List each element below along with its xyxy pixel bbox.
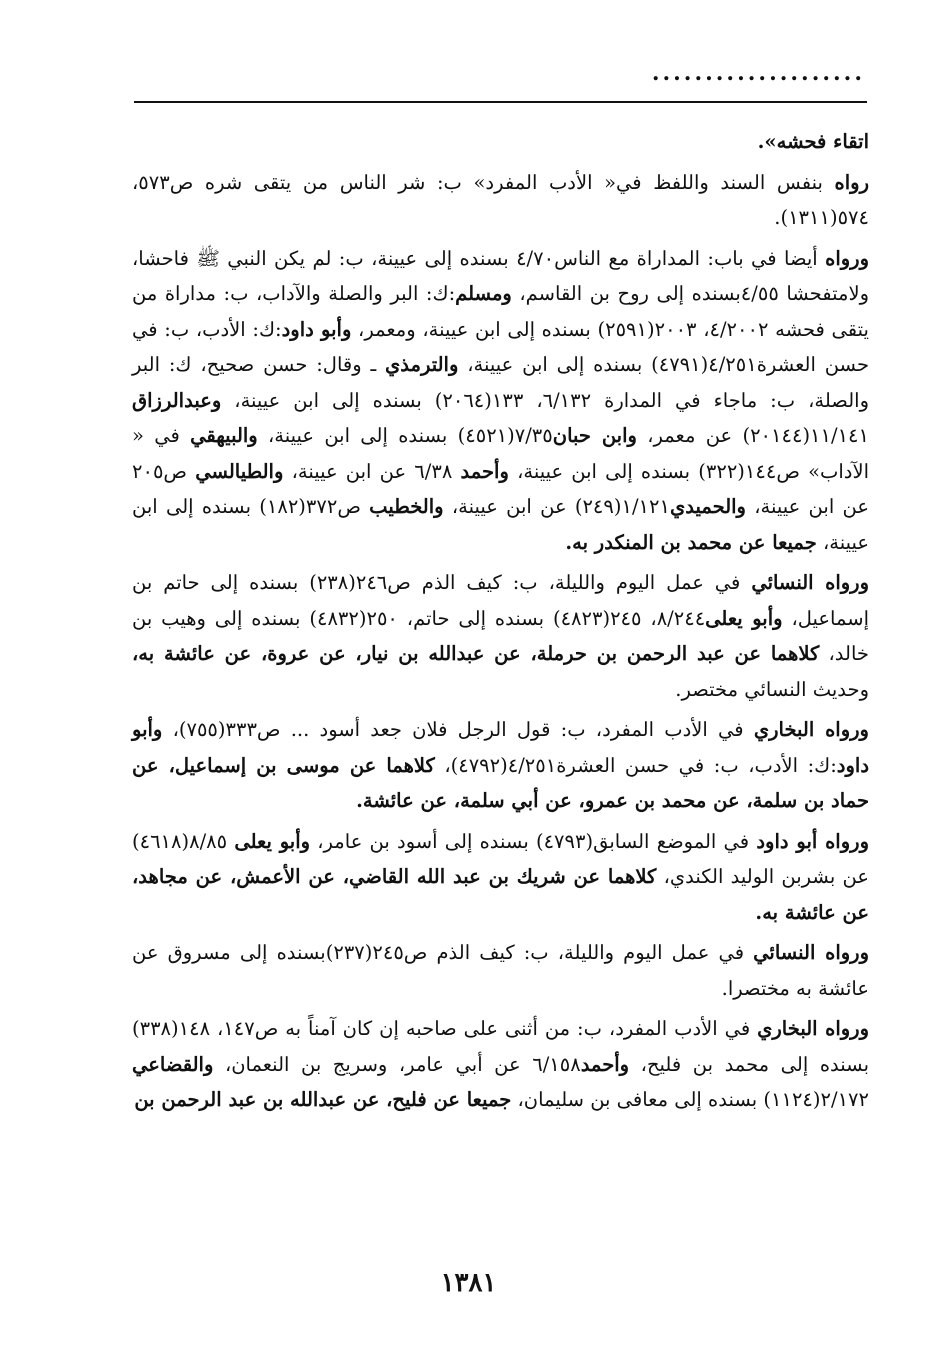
bold-text-segment: والترمذي	[385, 353, 459, 376]
text-segment: في عمل اليوم والليلة، ب: كيف الذم ص٢٤٥(٢٣٧)بسنده إلى مسروق عن عائشة به مختصرا.	[132, 941, 869, 1000]
page-number: ١٣٨١	[440, 1268, 497, 1298]
text-segment: :ك: الأدب، ب: في حسن العشرة٤/٢٥١(٤٧٩١) بسنده إلى ابن عيينة،	[132, 317, 869, 376]
paragraph	[132, 241, 869, 561]
bold-text-segment: كلاهما عن شريك بن عبد الله القاضي، عن الأعمش، عن مجاهد، عن عائشة به.	[132, 865, 869, 924]
bold-text-segment: والبيهقي	[190, 424, 258, 447]
paragraph	[132, 935, 869, 1006]
text-segment: ٦/٣٨ عن ابن عيينة،	[283, 459, 461, 483]
bold-text-segment: ومسلم	[455, 282, 512, 305]
bold-text-segment: والخطيب	[369, 495, 444, 518]
text-segment: ١/١٢١(٢٤٩) عن ابن عيينة،	[443, 495, 670, 518]
bold-text-segment: وأبو يعلى	[234, 829, 311, 853]
bold-text-segment: جميعا عن محمد بن المنكدر به.	[565, 530, 817, 554]
bold-text-segment: والقضاعي	[132, 1052, 214, 1076]
paragraph	[132, 1011, 869, 1118]
paragraph	[132, 712, 869, 819]
bold-text-segment: اتقاء فحشه».	[757, 130, 869, 153]
text-segment: بنفس السند واللفظ في« الأدب المفرد» ب: شر الناس من يتقى شره ص٥٧٣، ٥٧٤(١٣١١).	[132, 170, 869, 229]
bold-text-segment: ورواه البخاري	[757, 1017, 869, 1040]
paragraph	[132, 565, 869, 707]
text-segment: ص٣٧٢(١٨٢) بسنده إلى ابن عيينة،	[132, 495, 869, 554]
bold-text-segment: وأحمد	[460, 459, 509, 483]
bold-text-segment: وعبدالرزاق	[132, 388, 222, 412]
bold-text-segment: ورواه أبو داود	[756, 829, 869, 853]
bold-text-segment: وأحمد	[580, 1052, 630, 1076]
bold-text-segment: وأبو داود	[132, 718, 869, 777]
text-segment: :ك: البر والصلة والآداب، ب: مداراة من يتقى فحشه ٤/٢٠٠٢، ٢٠٠٣(٢٥٩١) بسنده إلى ابن عيينة، ومعمر،	[132, 282, 869, 341]
header-dotted-line: ....................	[651, 60, 865, 86]
bold-text-segment: ورواه النسائي	[751, 571, 869, 594]
text-segment: ٨/٨٥(٤٦١٨) عن بشربن الوليد الكندي،	[132, 829, 869, 888]
text-segment: ٨/٢٤٤، ٢٤٥(٤٨٢٣) بسنده إلى حاتم، ٢٥٠(٤٨٣٢) بسنده إلى وهيب بن خالد،	[132, 606, 869, 665]
footnote-text	[132, 124, 869, 1123]
text-segment: ٦/١٥٨ عن أبي عامر، وسريج بن النعمان،	[213, 1052, 581, 1076]
bold-text-segment: ورواه البخاري	[753, 718, 869, 741]
text-segment: ص٢٠٥ عن ابن عيينة،	[132, 459, 869, 518]
bold-text-segment: كلاهما عن عبد الرحمن بن حرملة، عن عبدالله بن نيار، عن عروة، عن عائشة به،	[132, 642, 820, 665]
text-segment: ٧/٣٥(٤٥٢١) بسنده إلى ابن عيينة،	[257, 424, 553, 447]
text-segment: ـ وقال: حسن صحيح، ك: البر والصلة، ب: ماجاء في المدارة ٦/١٣٢، ١٣٣(٢٠٦٤) بسنده إلى ابن عيينة،	[132, 353, 869, 412]
text-segment: في الأدب المفرد، ب: من أثنى على صاحبه إن كان آمناً به ص١٤٧، ١٤٨(٣٣٨) بسنده إلى محمد بن فليح،	[132, 1017, 869, 1076]
paragraph	[132, 165, 869, 236]
text-segment: ١١/١٤١(٢٠١٤٤) عن معمر،	[636, 424, 869, 447]
bold-text-segment: رواه	[834, 170, 869, 194]
bold-text-segment: وأبو يعلى	[705, 606, 783, 630]
text-segment: ٢/١٧٢(١١٢٤) بسنده إلى معافى بن سليمان،	[511, 1088, 869, 1111]
text-segment: في الأدب المفرد، ب: قول الرجل فلان جعد أسود ... ص٣٣٣(٧٥٥)،	[162, 718, 754, 741]
paragraph	[132, 124, 869, 160]
bold-text-segment: جميعا عن فليح، عن عبدالله بن عبد الرحمن بن	[134, 1088, 512, 1111]
bold-text-segment: وأبو داود	[281, 317, 352, 341]
bold-text-segment: ورواه	[825, 246, 869, 270]
bold-text-segment: والحميدي	[669, 495, 746, 518]
text-segment: في عمل اليوم والليلة، ب: كيف الذم ص٢٤٦(٢٣٨) بسنده إلى حاتم بن إسماعيل،	[132, 571, 869, 630]
text-segment: في « الآداب» ص١٤٤(٣٢٢) بسنده إلى ابن عيينة،	[132, 424, 870, 483]
text-segment: أيضا في باب: المداراة مع الناس٤/٧٠ بسنده إلى عيينة، ب: لم يكن النبي ﷺ فاحشا، ولامتفحشا ٤/٥٥بسنده إلى روح بن القاسم،	[132, 246, 869, 305]
text-segment: في الموضع السابق(٤٧٩٣) بسنده إلى أسود بن عامر،	[310, 829, 757, 853]
paragraph	[132, 824, 869, 931]
text-segment: :ك: الأدب، ب: في حسن العشرة٤/٢٥١(٤٧٩٢)،	[434, 753, 837, 777]
bold-text-segment: كلاهما عن موسى بن إسماعيل، عن حماد بن سلمة، عن محمد بن عمرو، عن أبي سلمة، عن عائشة.	[132, 753, 869, 812]
header-rule	[134, 101, 867, 103]
bold-text-segment: ورواه النسائي	[753, 941, 870, 964]
bold-text-segment: وابن حبان	[552, 424, 637, 447]
bold-text-segment: والطيالسي	[195, 459, 284, 483]
text-segment: وحديث النسائي مختصر.	[675, 677, 869, 701]
